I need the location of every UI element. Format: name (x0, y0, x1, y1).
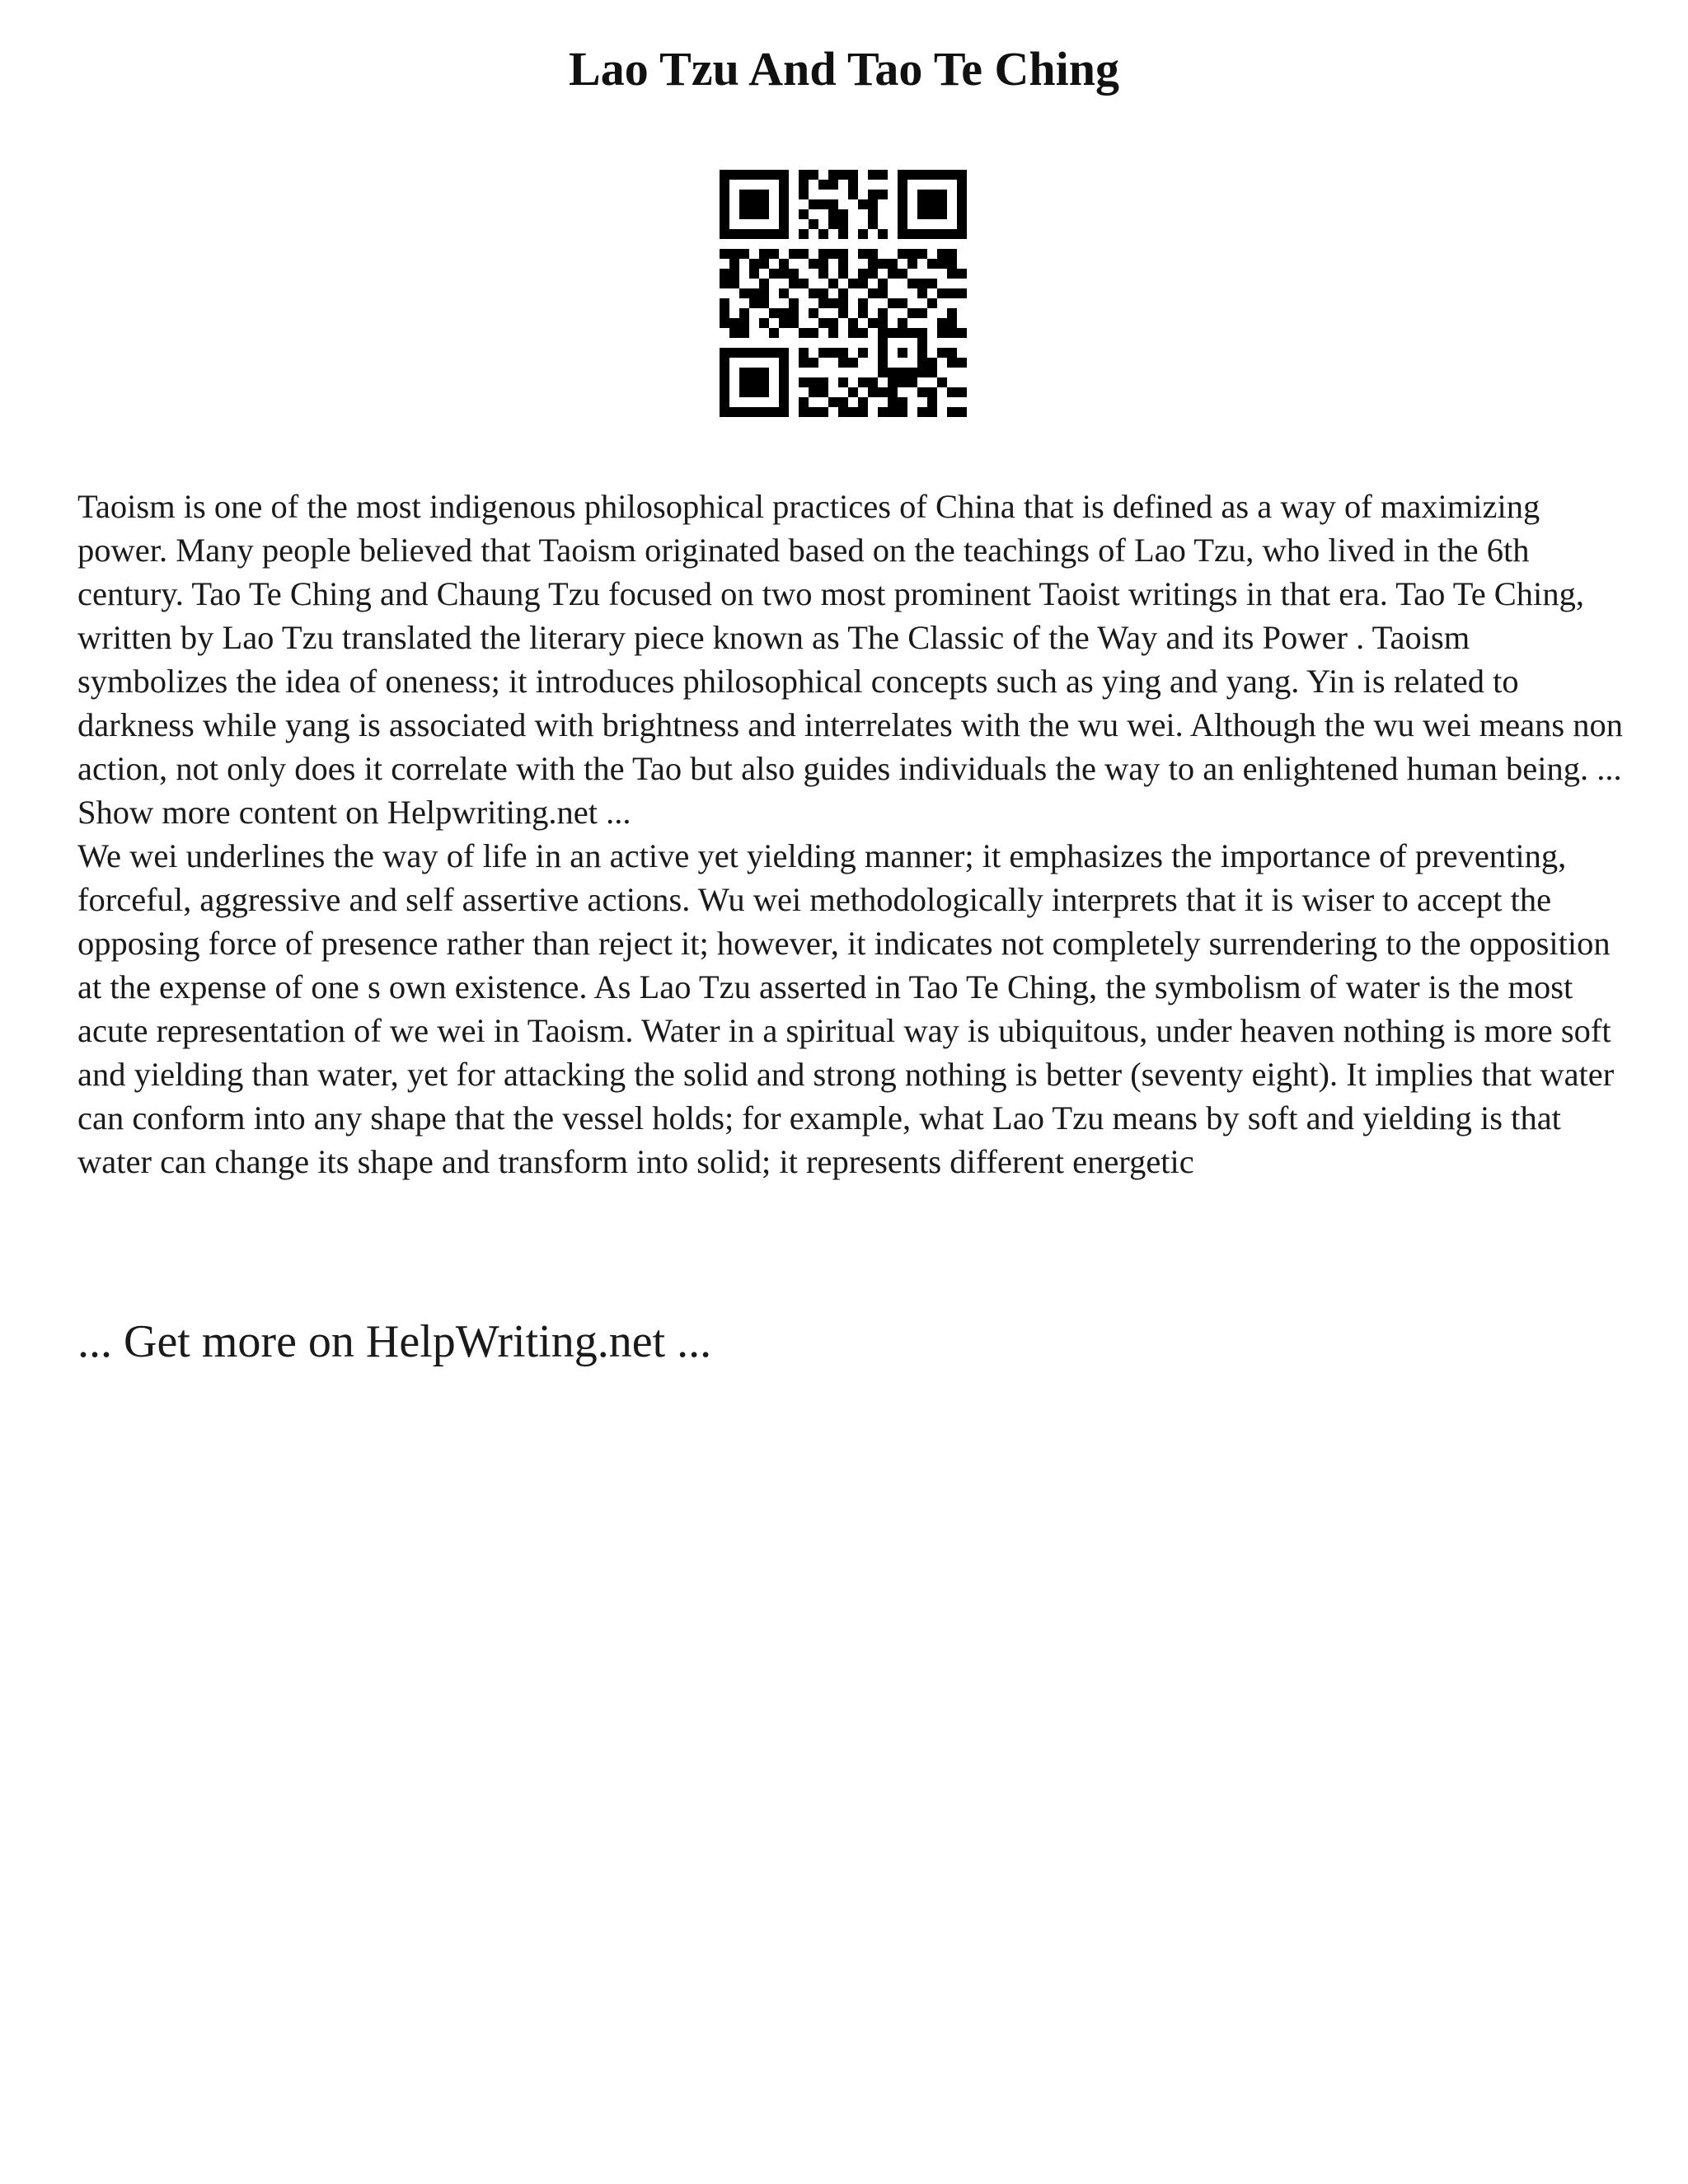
get-more-link[interactable]: ... Get more on HelpWriting.net ... (77, 1316, 712, 1367)
qr-code-icon[interactable] (720, 170, 967, 417)
paragraph: We wei underlines the way of life in an active yet yielding manner; it emphasizes the importance of preventing, forceful, aggressive and self assertive actions. Wu wei methodologically interprets that it is wiser to accept the opposing force of presence rather than reject it; however, it indicates not completely surrendering to the opposition at the expense of one s own existence. As Lao Tzu asserted in Tao Te Ching, the symbolism of water is the most acute representation of we wei in Taoism. Water in a spiritual way is ubiquitous, under heaven nothing is more soft and yielding than water, yet for attacking the solid and strong nothing is better (seventy eight). It implies that water can conform into any shape that the vessel holds; for example, what Lao Tzu means by soft and yielding is that water can change its shape and transform into solid; it represents different energetic (77, 837, 1615, 1180)
paragraph: Taoism is one of the most indigenous philosophical practices of China that is defined as a way of maximizing power. Many people believed that Taoism originated based on the teachings of Lao Tzu, who lived in the 6th century. Tao Te Ching and Chaung Tzu focused on two most prominent Taoist writings in that era. Tao Te Ching, written by Lao Tzu translated the literary piece known as The Classic of the Way and its Power . Taoism symbolizes the idea of oneness; it introduces philosophical concepts such as ying and yang. Yin is related to darkness while yang is associated with brightness and interrelates with the wu wei. Although the wu wei means non action, not only does it correlate with the Tao but also guides individuals the way to an enlightened human being. ... Show more content on Helpwriting.net ... (77, 488, 1623, 831)
article-body (77, 485, 1627, 1183)
document-title: Lao Tzu And Tao Te Ching (569, 42, 1119, 96)
